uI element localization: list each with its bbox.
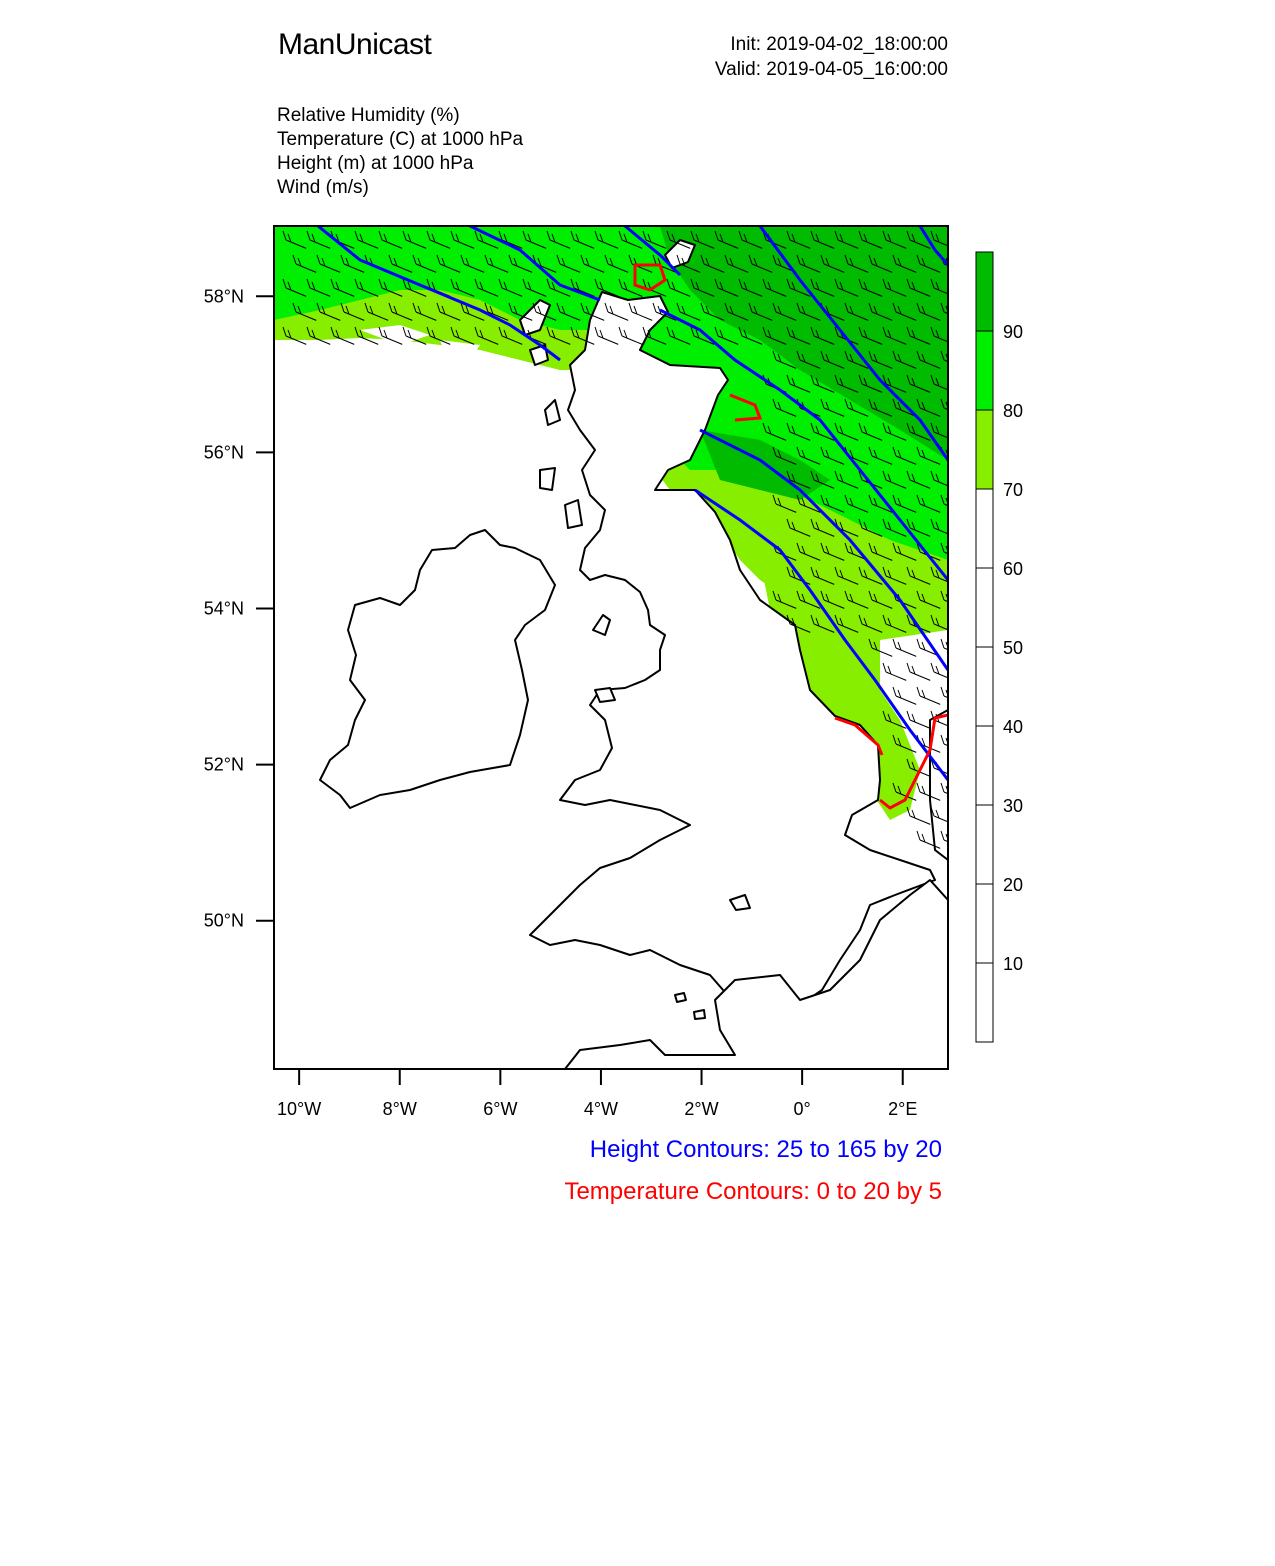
longitude-axis: [277, 1069, 917, 1119]
lon-tick-label: 8°W: [382, 1099, 417, 1119]
colorbar-box: [976, 726, 993, 805]
channel-island-guernsey: [675, 993, 686, 1002]
latitude-axis: [204, 286, 274, 930]
temperature-contours-legend: Temperature Contours: 0 to 20 by 5: [564, 1178, 942, 1205]
colorbar-label: 40: [1003, 717, 1024, 737]
lon-tick-label: 10°W: [277, 1099, 322, 1119]
colorbar-label: 70: [1003, 480, 1024, 500]
lat-tick-label: 54°N: [203, 598, 244, 619]
model-title: ManUnicast: [278, 28, 432, 61]
lat-tick-label: 58°N: [203, 286, 244, 307]
colorbar-box: [976, 489, 993, 568]
lat-tick-label: 52°N: [203, 754, 244, 775]
colorbar-label: 80: [1003, 401, 1024, 421]
field-label-wind: Wind (m/s): [277, 177, 369, 198]
map-body: [274, 226, 964, 1069]
colorbar-label: 10: [1003, 954, 1024, 974]
height-contours-legend: Height Contours: 25 to 165 by 20: [589, 1136, 942, 1163]
init-time: Init: 2019-04-02_18:00:00: [730, 34, 948, 55]
colorbar-box: [976, 331, 993, 410]
colorbar-box: [976, 884, 993, 963]
colorbar-box: [976, 252, 993, 331]
field-label-rh: Relative Humidity (%): [277, 105, 460, 126]
colorbar-box: [976, 805, 993, 884]
colorbar-box: [976, 410, 993, 489]
lon-tick-label: 0°: [793, 1099, 811, 1119]
colorbar-box: [976, 963, 993, 1042]
lon-tick-label: 2°E: [888, 1099, 918, 1119]
colorbar: [976, 252, 1023, 1042]
colorbar-box: [976, 647, 993, 726]
field-label-height: Height (m) at 1000 hPa: [277, 153, 474, 174]
colorbar-box: [976, 568, 993, 647]
lon-tick-label: 6°W: [483, 1099, 518, 1119]
valid-time: Valid: 2019-04-05_16:00:00: [714, 59, 948, 80]
colorbar-label: 50: [1003, 638, 1024, 658]
lon-tick-label: 4°W: [583, 1099, 619, 1119]
isle-of-man: [593, 615, 610, 635]
colorbar-label: 20: [1003, 875, 1024, 895]
colorbar-label: 60: [1003, 559, 1024, 579]
channel-island-jersey: [694, 1010, 705, 1019]
lat-tick-label: 56°N: [203, 442, 244, 463]
field-label-temperature: Temperature (C) at 1000 hPa: [277, 129, 524, 150]
ireland-coastline: [320, 530, 555, 808]
colorbar-label: 90: [1003, 322, 1024, 342]
lon-tick-label: 2°W: [684, 1099, 719, 1119]
lat-tick-label: 50°N: [203, 910, 244, 931]
colorbar-label: 30: [1003, 796, 1024, 816]
